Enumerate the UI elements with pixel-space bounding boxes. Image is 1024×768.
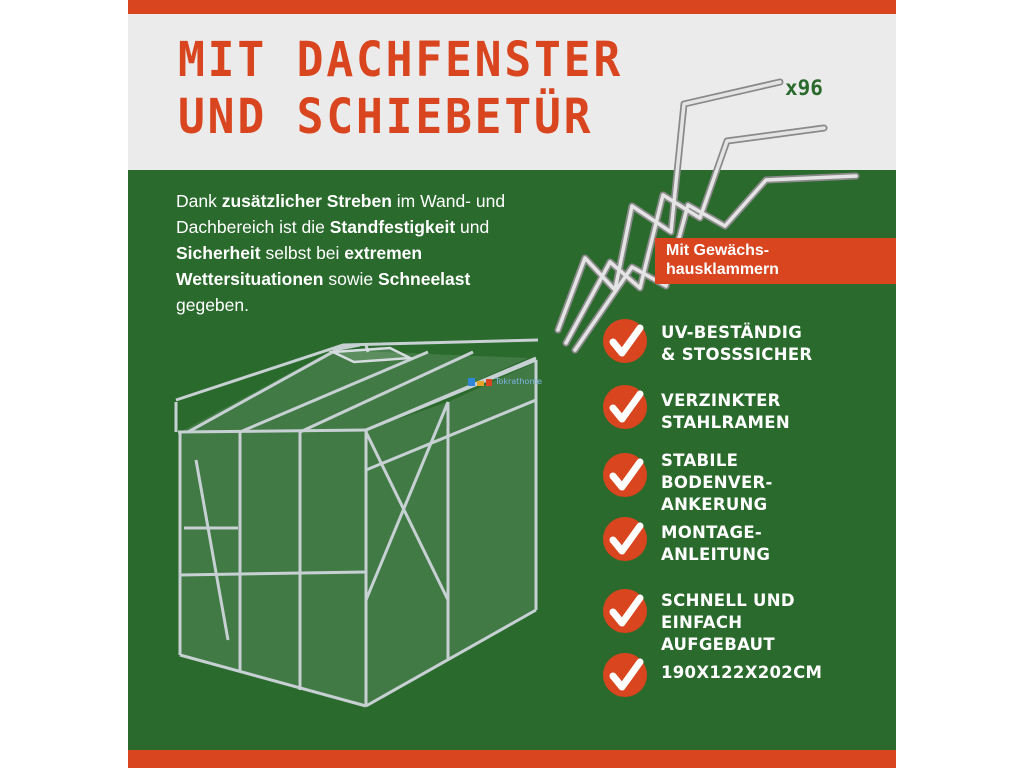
clip-label-text: Mit Gewächs- hausklammern [666, 242, 779, 278]
product-banner [128, 0, 896, 768]
feature-label: MONTAGE- ANLEITUNG [661, 523, 771, 564]
intro-bold-segment: Schneelast [377, 269, 471, 289]
checkmark-icon [603, 319, 647, 363]
headline-line-2: UND SCHIEBETÜR [178, 89, 594, 145]
checkmark-icon [603, 385, 647, 429]
intro-text-segment: und [455, 217, 490, 237]
intro-text-segment: im Wand- und Dachbereich ist die [176, 191, 506, 237]
headline-line-1: MIT DACHFENSTER [178, 32, 623, 88]
greenhouse-image [176, 340, 538, 706]
clip-label-badge [655, 238, 896, 284]
intro-bold-segment: Standfestigkeit [329, 217, 456, 237]
intro-bold-segment: extremen Wettersituationen [176, 243, 423, 289]
checkmark-icon [603, 589, 647, 633]
intro-bold-segment: zusätzlicher Streben [221, 191, 392, 211]
feature-label: SCHNELL UND EINFACH AUFGEBAUT [661, 591, 795, 654]
feature-check-icons [603, 319, 647, 697]
checkmark-icon [603, 517, 647, 561]
checkmark-icon [603, 653, 647, 697]
intro-text-segment: selbst bei [260, 243, 345, 263]
watermark-text: Tokrathome [495, 377, 543, 386]
feature-label: VERZINKTER STAHLRAMEN [661, 391, 790, 432]
intro-text-segment: Dank [176, 191, 222, 211]
checkmark-icon [603, 453, 647, 497]
intro-text-segment: gegeben. [176, 295, 249, 315]
greenhouse-clips-image [558, 82, 856, 350]
intro-bold-segment: Sicherheit [176, 243, 261, 263]
feature-label: UV-BESTÄNDIG & STOSSSICHER [661, 323, 813, 364]
bottom-accent-stripe [128, 750, 896, 768]
intro-text [176, 188, 506, 318]
clip-quantity: x96 [785, 76, 823, 100]
feature-label: 190X122X202CM [661, 663, 823, 682]
intro-text-segment: sowie [323, 269, 378, 289]
feature-label: STABILE BODENVER- ANKERUNG [661, 451, 773, 514]
